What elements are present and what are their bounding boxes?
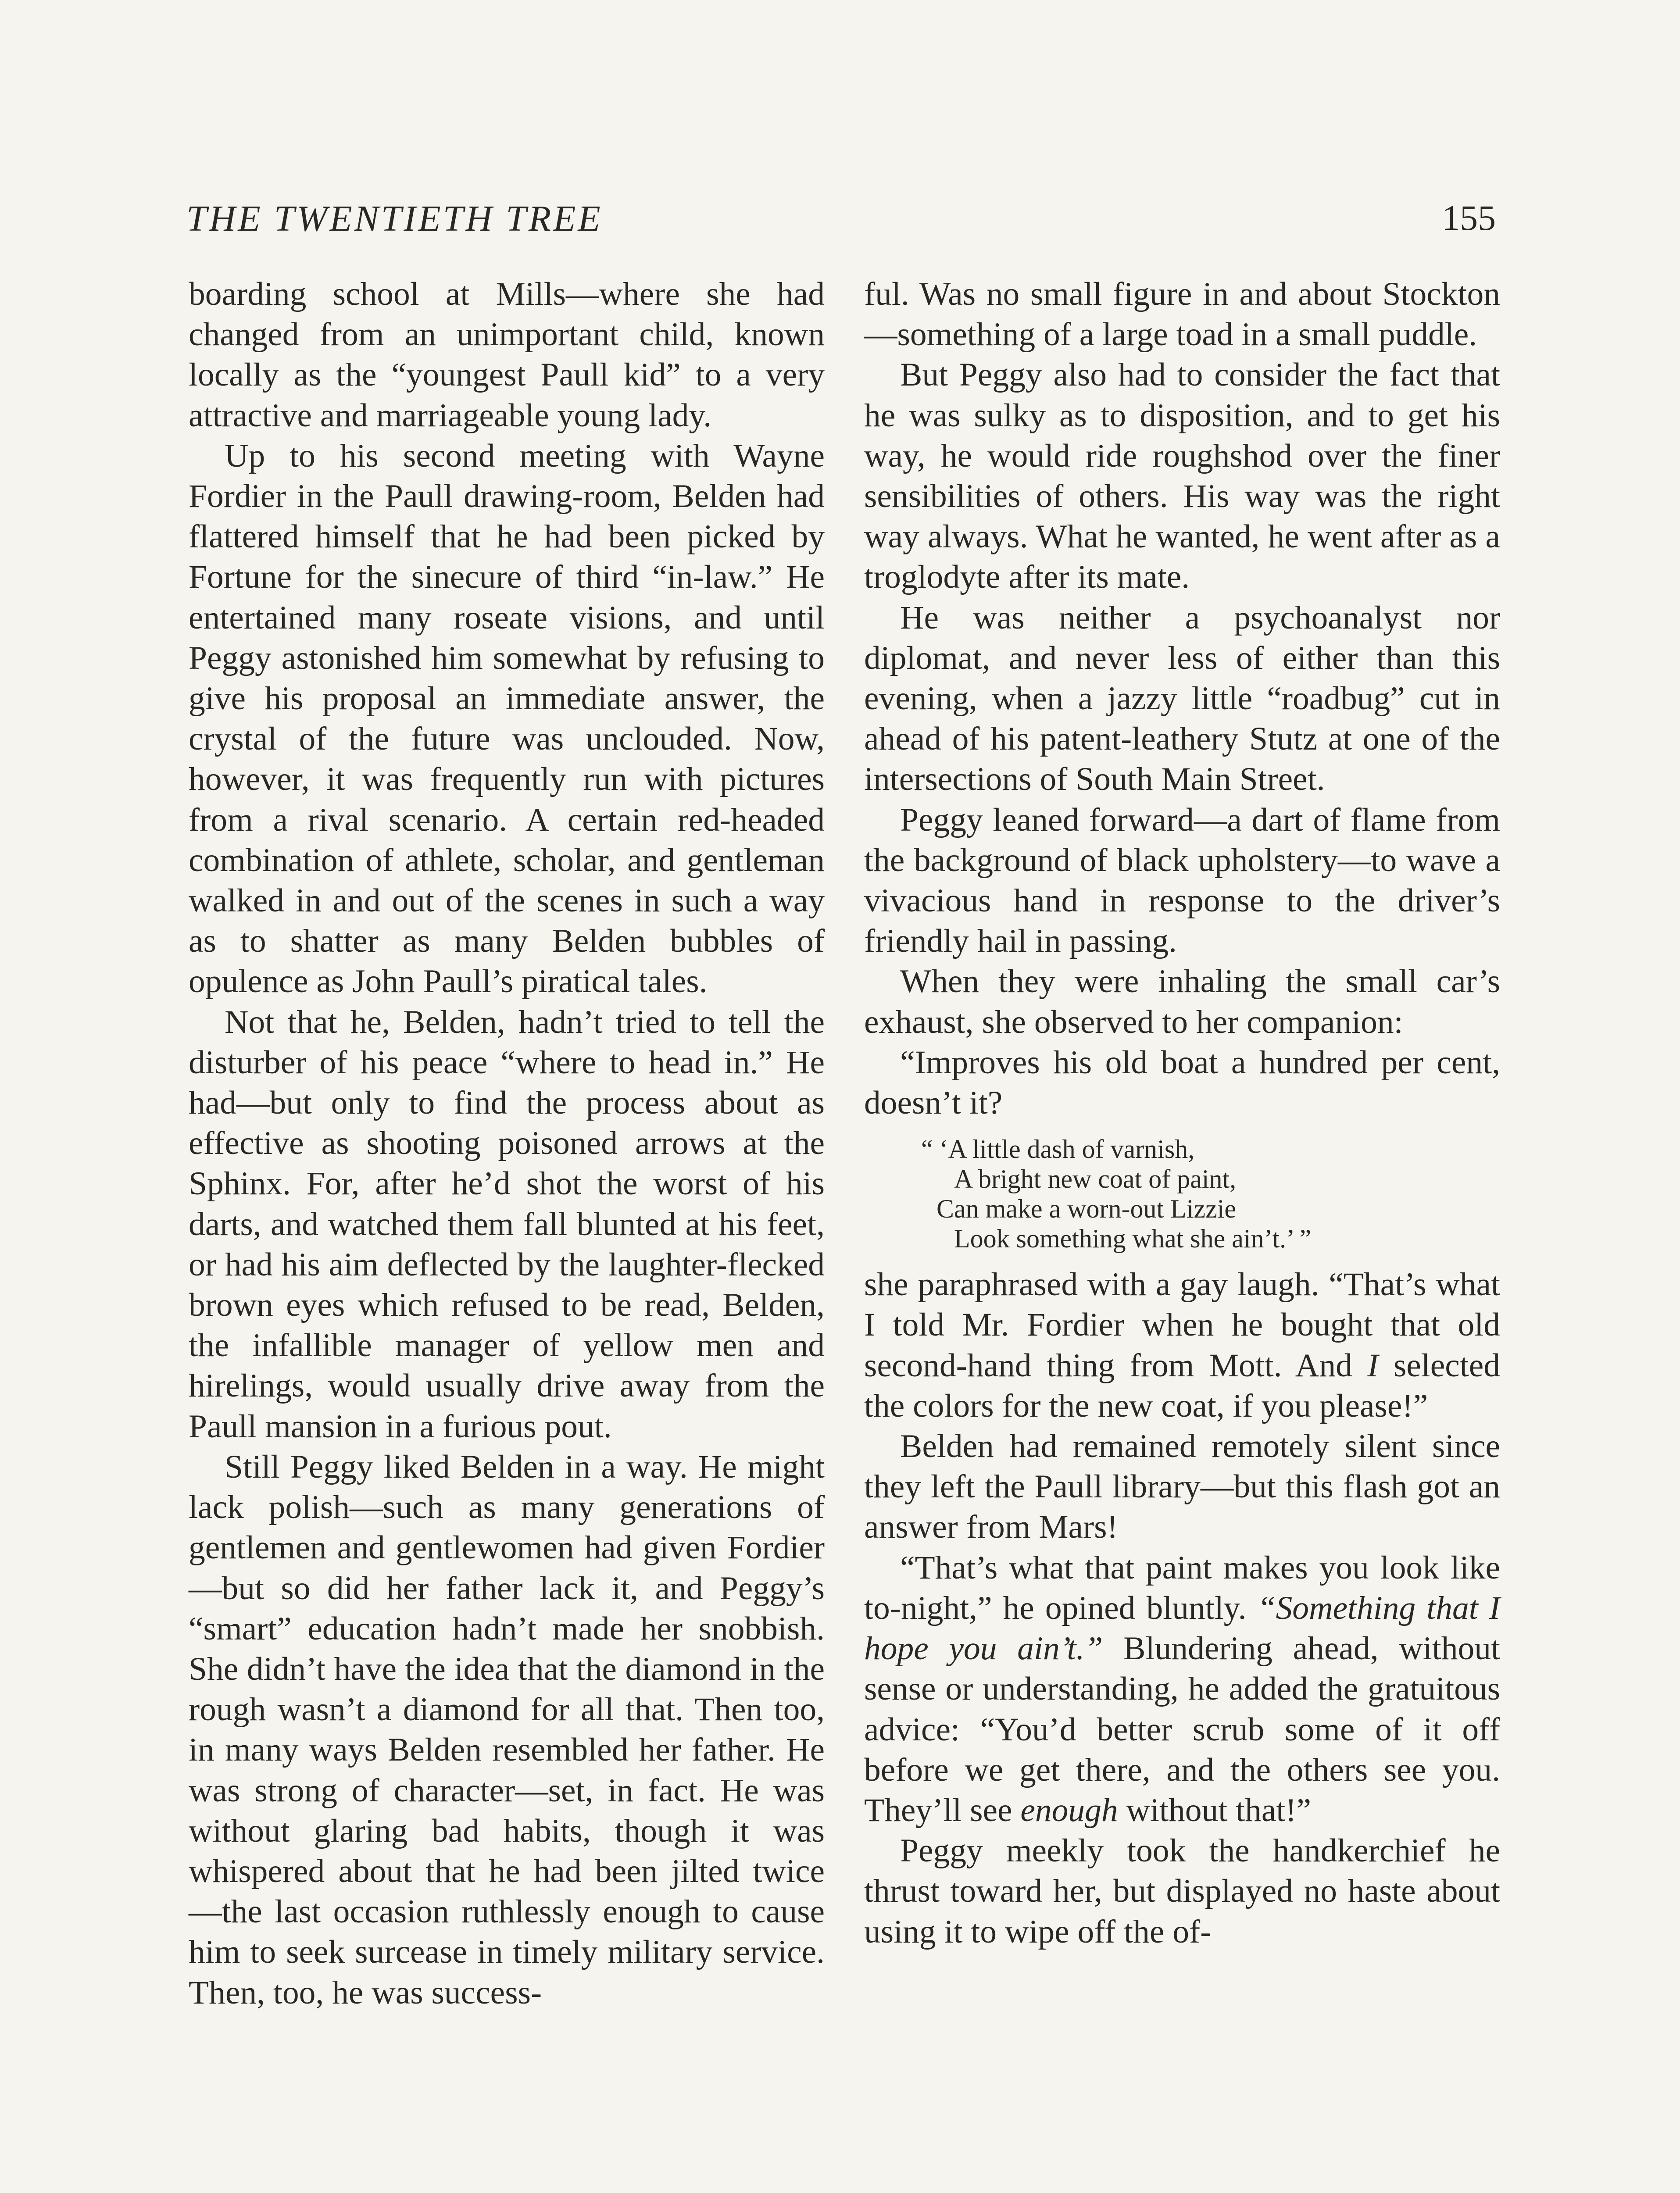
text-run: selected the colors for the new coat, if you please!” (864, 1347, 1500, 1424)
page-header (186, 197, 1496, 246)
running-title: THE TWENTIETH TREE (186, 198, 603, 239)
text-run: Blundering ahead, without sense or understanding, he added the gratuitous advice: “You’d better scrub some of it off before we get there, and the others see you. They’ll see (864, 1630, 1500, 1829)
emphasis: enough (1020, 1792, 1118, 1829)
paragraph: Up to his second meeting with Wayne Fordier in the Paull drawing-room, Belden had flattered himself that he had been picked by Fortune for the sinecure of third “in-law.” He entertained many roseate visions, and until Peggy astonished him somewhat by refusing to give his proposal an immediate answer, the crystal of the future was unclouded. Now, however, it was frequently run with pictures from a rival scenario. A certain red-headed combination of athlete, scholar, and gentleman walked in and out of the scenes in such a way as to shatter as many Belden bubbles of opulence as John Paull’s piratical tales. (189, 437, 825, 1000)
paragraph: He was neither a psychoanalyst nor diplomat, and never less of either than this evening, when a jazzy little “roadbug” cut in ahead of his patent-leathery Stutz at one of the intersections of South Main Street. (864, 599, 1500, 798)
paragraph: ful. Was no small figure in and about Stockton—something of a large toad in a small puddle. (864, 276, 1500, 353)
paragraph: “Improves his old boat a hundred per cent, doesn’t it? (864, 1044, 1500, 1122)
paragraph (864, 1548, 1500, 1831)
paragraph: But Peggy also had to consider the fact that he was sulky as to disposition, and to get his way, he would ride roughshod over the finer sensibilities of others. His way was the right way always. What he wanted, he went after as a troglodyte after its mate. (864, 357, 1500, 596)
paragraph: When they were inhaling the small car’s exhaust, she observed to her companion: (864, 963, 1500, 1040)
emphasis: I (1367, 1347, 1379, 1384)
paragraph: Peggy leaned forward—a dart of flame from the background of black upholstery—to wave a vivacious hand in response to the driver’s friendly hail in passing. (864, 801, 1500, 960)
text-run: without that!” (1118, 1792, 1311, 1829)
verse-line: “ ‘A little dash of varnish, (921, 1135, 1195, 1164)
left-column (189, 274, 825, 2013)
verse-line: Look something what she ain’t.’ ” (954, 1224, 1312, 1254)
paragraph (864, 1264, 1500, 1426)
emphasis: “Something that I hope you ain’t.” (864, 1589, 1500, 1667)
paragraph: Not that he, Belden, hadn’t tried to tell the disturber of his peace “where to head in.” He had—but only to find the process about as effective as shooting poisoned arrows at the Sphinx. For, after he’d shot the worst of his darts, and watched them fall blunted at his feet, or had his aim deflected by the laughter-flecked brown eyes which refused to be read, Belden, the infallible manager of yellow men and hirelings, would usually drive away from the Paull mansion in a furious pout. (189, 1004, 825, 1445)
text-run: “That’s what that paint makes you look like to-night,” he opined bluntly. (864, 1549, 1500, 1626)
paragraph: boarding school at Mills—where she had changed from an unimportant child, known locally as the “youngest Paull kid” to a very attractive and marriageable young lady. (189, 276, 825, 434)
paragraph: Still Peggy liked Belden in a way. He might lack polish—such as many generations of gentlemen and gentlewomen had given Fordier—but so did her father lack it, and Peggy’s “smart” education hadn’t made her snobbish. She didn’t have the idea that the diamond in the rough wasn’t a diamond for all that. Then too, in many ways Belden resembled her father. He was strong of character—set, in fact. He was without glaring bad habits, though it was whispered about that he had been jilted twice —the last occasion ruthlessly enough to cause him to seek surcease in timely military service. Then, too, he was success- (189, 1448, 825, 2011)
right-column (864, 274, 1500, 1952)
paragraph: Belden had remained remotely silent since they left the Paull library—but this flash got an answer from Mars! (864, 1428, 1500, 1546)
verse-line: Can make a worn-out Lizzie (937, 1194, 1237, 1224)
text-run: she paraphrased with a gay laugh. “That’s what I told Mr. Fordier when he bought that old second-hand thing from Mott. And (864, 1266, 1500, 1384)
paragraph: Peggy meekly took the handkerchief he thrust toward her, but displayed no haste about using it to wipe off the of- (864, 1832, 1500, 1950)
page-number: 155 (1442, 198, 1496, 238)
verse-line: A bright new coat of paint, (954, 1164, 1237, 1194)
verse-quote (864, 1134, 1500, 1254)
